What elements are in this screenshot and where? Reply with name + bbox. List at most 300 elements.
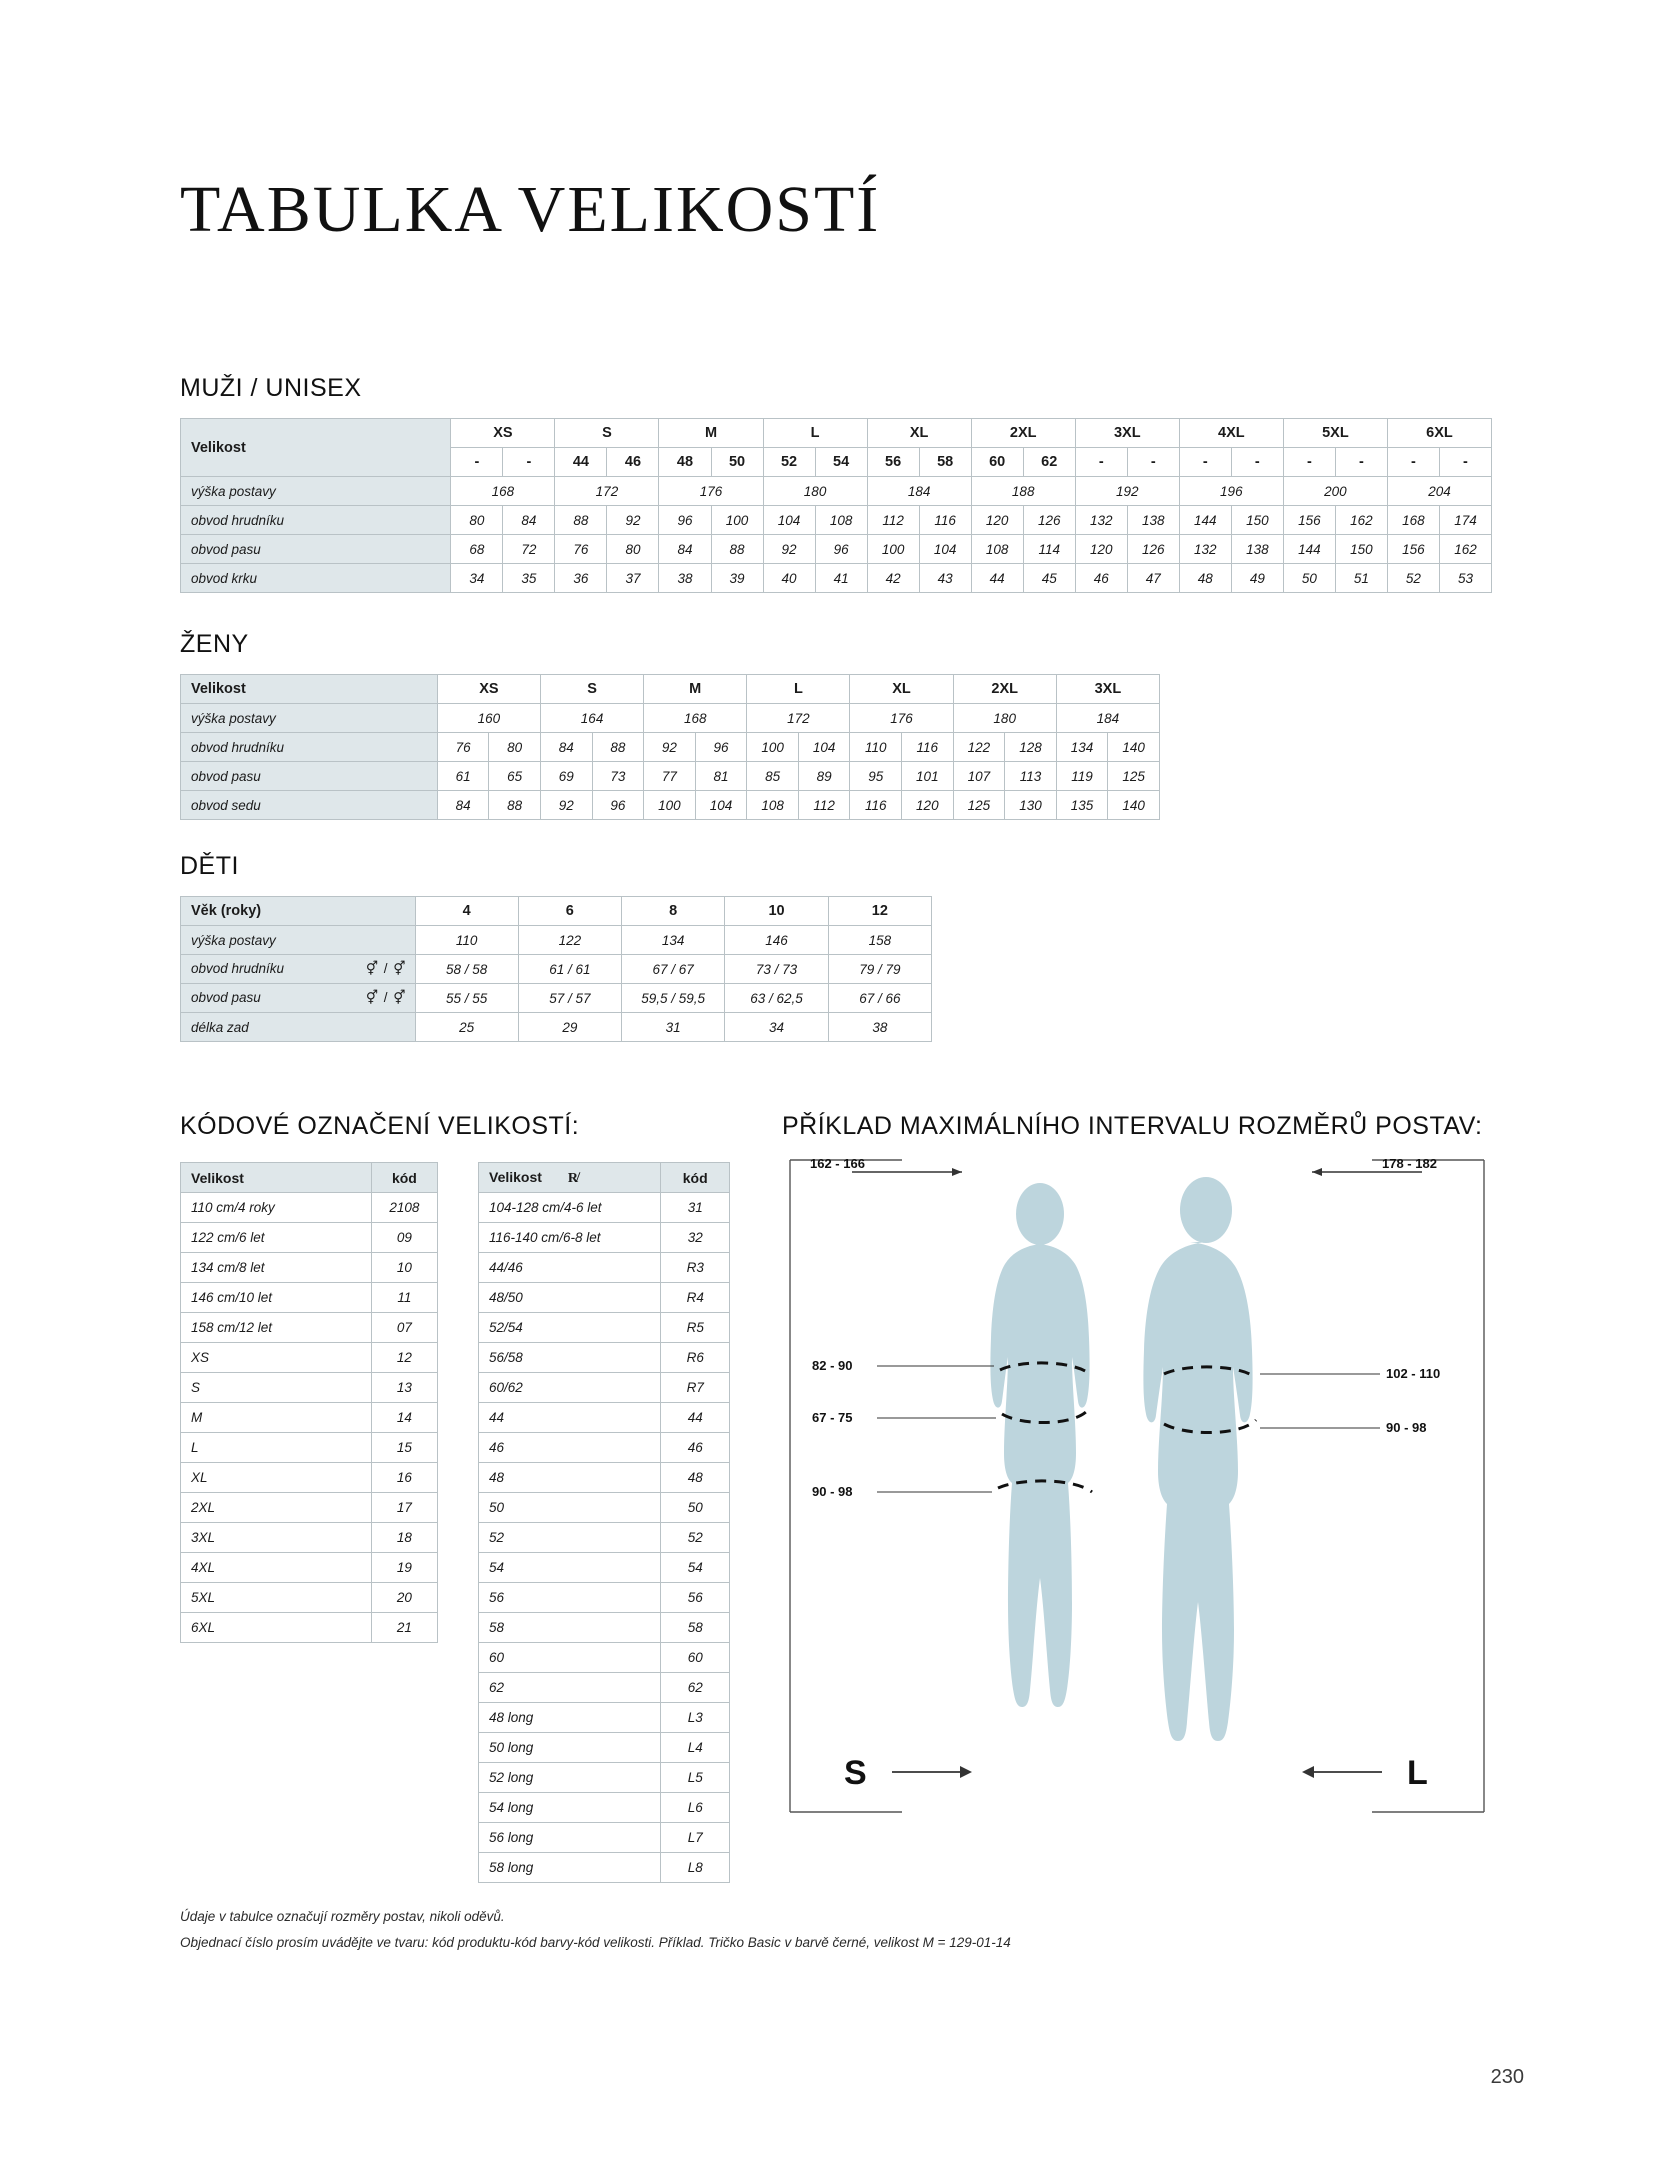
female-waist-label: 67 - 75 bbox=[812, 1410, 853, 1425]
men-value-cell: 37 bbox=[607, 564, 659, 593]
code-size-cell: 48 long bbox=[479, 1703, 661, 1733]
right-size-label: L bbox=[1407, 1754, 1428, 1792]
women-value-cell: 76 bbox=[437, 733, 489, 762]
women-value-cell: 92 bbox=[644, 733, 696, 762]
kids-value-cell: 110 bbox=[415, 926, 518, 955]
women-value-cell: 61 bbox=[437, 762, 489, 791]
kids-value-cell: 63 / 62,5 bbox=[725, 984, 828, 1013]
men-value-cell: 50 bbox=[1283, 564, 1335, 593]
men-numeric-cell: - bbox=[1387, 448, 1439, 477]
table-row bbox=[479, 1493, 730, 1523]
code-value-cell: 21 bbox=[371, 1613, 437, 1643]
table-row bbox=[181, 1403, 438, 1433]
men-size-group: XS bbox=[451, 419, 555, 448]
men-value-cell: 76 bbox=[555, 535, 607, 564]
men-value-cell: 92 bbox=[607, 506, 659, 535]
table-row bbox=[181, 704, 1160, 733]
men-numeric-cell: 56 bbox=[867, 448, 919, 477]
section-heading-men: MUŽI / UNISEX bbox=[180, 374, 362, 402]
men-value-cell: 44 bbox=[971, 564, 1023, 593]
table-row bbox=[181, 1193, 438, 1223]
code-value-cell: 32 bbox=[661, 1223, 730, 1253]
men-numeric-cell: - bbox=[1179, 448, 1231, 477]
kids-value-cell: 59,5 / 59,5 bbox=[621, 984, 724, 1013]
women-value-cell: 128 bbox=[1005, 733, 1057, 762]
men-numeric-cell: - bbox=[451, 448, 503, 477]
footnote-2: Objednací číslo prosím uvádějte ve tvaru: kód produktu-kód barvy-kód velikosti. Příklad. Tričko Basic v barvě černé, velikost M = 129-01-14 bbox=[180, 1934, 1011, 1950]
table-row bbox=[479, 1583, 730, 1613]
women-value-cell: 92 bbox=[540, 791, 592, 820]
men-value-cell: 200 bbox=[1283, 477, 1387, 506]
code-size-cell: 110 cm/4 roky bbox=[181, 1193, 372, 1223]
code-value-cell: L4 bbox=[661, 1733, 730, 1763]
code-size-cell: 116-140 cm/6-8 let bbox=[479, 1223, 661, 1253]
code-size-cell: S bbox=[181, 1373, 372, 1403]
men-value-cell: 138 bbox=[1127, 506, 1179, 535]
code-value-cell: 60 bbox=[661, 1643, 730, 1673]
page-number: 230 bbox=[1490, 2066, 1524, 2088]
code-size-cell: 52/54 bbox=[479, 1313, 661, 1343]
men-size-group: 6XL bbox=[1387, 419, 1491, 448]
table-row bbox=[181, 564, 1492, 593]
code-value-cell: L7 bbox=[661, 1823, 730, 1853]
table-row bbox=[181, 1223, 438, 1253]
kids-value-cell: 79 / 79 bbox=[828, 955, 931, 984]
men-value-cell: 34 bbox=[451, 564, 503, 593]
men-row-label: obvod krku bbox=[181, 564, 451, 593]
women-value-cell: 84 bbox=[437, 791, 489, 820]
men-value-cell: 46 bbox=[1075, 564, 1127, 593]
table-row bbox=[181, 1433, 438, 1463]
men-size-group: 3XL bbox=[1075, 419, 1179, 448]
brand-r-icon: R̸ bbox=[567, 1170, 579, 1186]
women-value-cell: 130 bbox=[1005, 791, 1057, 820]
table-row bbox=[479, 1523, 730, 1553]
men-value-cell: 196 bbox=[1179, 477, 1283, 506]
men-numeric-cell: 58 bbox=[919, 448, 971, 477]
table-kids-sizes bbox=[180, 896, 932, 1042]
table-row bbox=[181, 477, 1492, 506]
code-value-cell: 12 bbox=[371, 1343, 437, 1373]
men-value-cell: 108 bbox=[815, 506, 867, 535]
table-row bbox=[181, 506, 1492, 535]
men-numeric-cell: 44 bbox=[555, 448, 607, 477]
kids-value-cell: 122 bbox=[518, 926, 621, 955]
women-value-cell: 69 bbox=[540, 762, 592, 791]
men-value-cell: 84 bbox=[659, 535, 711, 564]
kids-value-cell: 158 bbox=[828, 926, 931, 955]
men-value-cell: 192 bbox=[1075, 477, 1179, 506]
table-row bbox=[479, 1823, 730, 1853]
code-size-cell: 4XL bbox=[181, 1553, 372, 1583]
men-value-cell: 53 bbox=[1439, 564, 1491, 593]
table-row bbox=[479, 1223, 730, 1253]
table-size-codes-1 bbox=[180, 1162, 438, 1643]
table-row bbox=[181, 535, 1492, 564]
men-value-cell: 172 bbox=[555, 477, 659, 506]
women-value-cell: 140 bbox=[1108, 733, 1160, 762]
women-value-cell: 112 bbox=[798, 791, 850, 820]
men-value-cell: 80 bbox=[451, 506, 503, 535]
women-value-cell: 100 bbox=[644, 791, 696, 820]
women-row-label: obvod pasu bbox=[181, 762, 438, 791]
code-size-cell: 56 bbox=[479, 1583, 661, 1613]
men-numeric-cell: 46 bbox=[607, 448, 659, 477]
kids-value-cell: 29 bbox=[518, 1013, 621, 1042]
code-value-cell: 56 bbox=[661, 1583, 730, 1613]
section-heading-codes: KÓDOVÉ OZNAČENÍ VELIKOSTÍ: bbox=[180, 1112, 580, 1140]
women-value-cell: 164 bbox=[540, 704, 643, 733]
women-row-label: obvod hrudníku bbox=[181, 733, 438, 762]
table-row bbox=[181, 1313, 438, 1343]
women-value-cell: 107 bbox=[953, 762, 1005, 791]
code-size-cell: M bbox=[181, 1403, 372, 1433]
men-value-cell: 126 bbox=[1023, 506, 1075, 535]
men-numeric-cell: - bbox=[1283, 448, 1335, 477]
table-row bbox=[479, 1283, 730, 1313]
footnotes bbox=[180, 1904, 1011, 1955]
women-value-cell: 184 bbox=[1056, 704, 1159, 733]
code-value-cell: 14 bbox=[371, 1403, 437, 1433]
kids-value-cell: 38 bbox=[828, 1013, 931, 1042]
men-value-cell: 45 bbox=[1023, 564, 1075, 593]
men-value-cell: 180 bbox=[763, 477, 867, 506]
code-size-cell: 60/62 bbox=[479, 1373, 661, 1403]
code-size-cell: 56 long bbox=[479, 1823, 661, 1853]
kids-value-cell: 34 bbox=[725, 1013, 828, 1042]
kids-value-cell: 134 bbox=[621, 926, 724, 955]
codes-header-code: kód bbox=[661, 1163, 730, 1193]
women-value-cell: 116 bbox=[850, 791, 902, 820]
women-row-label: výška postavy bbox=[181, 704, 438, 733]
code-size-cell: 52 long bbox=[479, 1763, 661, 1793]
code-value-cell: 16 bbox=[371, 1463, 437, 1493]
kids-value-cell: 146 bbox=[725, 926, 828, 955]
table-row bbox=[479, 1193, 730, 1223]
women-size-group: 2XL bbox=[953, 675, 1056, 704]
women-value-cell: 168 bbox=[644, 704, 747, 733]
women-value-cell: 140 bbox=[1108, 791, 1160, 820]
kids-value-cell: 25 bbox=[415, 1013, 518, 1042]
code-size-cell: 54 bbox=[479, 1553, 661, 1583]
women-size-group: XL bbox=[850, 675, 953, 704]
code-size-cell: 58 long bbox=[479, 1853, 661, 1883]
women-value-cell: 104 bbox=[798, 733, 850, 762]
men-value-cell: 150 bbox=[1335, 535, 1387, 564]
code-size-cell: 146 cm/10 let bbox=[181, 1283, 372, 1313]
page-title: TABULKA VELIKOSTÍ bbox=[180, 173, 881, 246]
code-value-cell: 44 bbox=[661, 1403, 730, 1433]
code-value-cell: 20 bbox=[371, 1583, 437, 1613]
men-value-cell: 41 bbox=[815, 564, 867, 593]
kids-label-header: Věk (roky) bbox=[181, 897, 416, 926]
table-header-row bbox=[479, 1163, 730, 1193]
table-row bbox=[479, 1553, 730, 1583]
code-size-cell: L bbox=[181, 1433, 372, 1463]
code-value-cell: L5 bbox=[661, 1763, 730, 1793]
men-value-cell: 174 bbox=[1439, 506, 1491, 535]
men-size-group: L bbox=[763, 419, 867, 448]
men-value-cell: 132 bbox=[1075, 506, 1127, 535]
table-women-sizes bbox=[180, 674, 1160, 820]
right-height-range: 178 - 182 bbox=[1382, 1156, 1437, 1171]
codes-header-size: Velikost R̸ bbox=[479, 1163, 661, 1193]
women-value-cell: 81 bbox=[695, 762, 747, 791]
table-row bbox=[181, 1583, 438, 1613]
gender-icons: ⚥ / ⚥ bbox=[365, 990, 407, 1005]
women-value-cell: 134 bbox=[1056, 733, 1108, 762]
kids-value-cell: 73 / 73 bbox=[725, 955, 828, 984]
men-value-cell: 144 bbox=[1283, 535, 1335, 564]
table-header-row bbox=[181, 675, 1160, 704]
table-row bbox=[181, 1373, 438, 1403]
kids-value-cell: 67 / 66 bbox=[828, 984, 931, 1013]
men-value-cell: 162 bbox=[1439, 535, 1491, 564]
men-numeric-cell: 52 bbox=[763, 448, 815, 477]
kids-age-header: 4 bbox=[415, 897, 518, 926]
table-row bbox=[181, 733, 1160, 762]
women-value-cell: 84 bbox=[540, 733, 592, 762]
code-size-cell: 104-128 cm/4-6 let bbox=[479, 1193, 661, 1223]
code-value-cell: L6 bbox=[661, 1793, 730, 1823]
women-value-cell: 89 bbox=[798, 762, 850, 791]
code-value-cell: 07 bbox=[371, 1313, 437, 1343]
table-row bbox=[181, 1283, 438, 1313]
women-value-cell: 96 bbox=[592, 791, 644, 820]
code-size-cell: XS bbox=[181, 1343, 372, 1373]
table-header-row bbox=[181, 1163, 438, 1193]
male-silhouette bbox=[1143, 1177, 1252, 1741]
code-size-cell: XL bbox=[181, 1463, 372, 1493]
kids-value-cell: 67 / 67 bbox=[621, 955, 724, 984]
men-numeric-cell: - bbox=[503, 448, 555, 477]
table-header-row bbox=[181, 897, 932, 926]
men-value-cell: 96 bbox=[815, 535, 867, 564]
table-row bbox=[479, 1793, 730, 1823]
code-value-cell: 10 bbox=[371, 1253, 437, 1283]
men-value-cell: 184 bbox=[867, 477, 971, 506]
men-value-cell: 52 bbox=[1387, 564, 1439, 593]
table-row bbox=[181, 1553, 438, 1583]
women-size-group: L bbox=[747, 675, 850, 704]
women-value-cell: 108 bbox=[747, 791, 799, 820]
women-value-cell: 120 bbox=[902, 791, 954, 820]
men-value-cell: 38 bbox=[659, 564, 711, 593]
table-row bbox=[181, 955, 932, 984]
men-value-cell: 156 bbox=[1283, 506, 1335, 535]
men-value-cell: 84 bbox=[503, 506, 555, 535]
men-value-cell: 51 bbox=[1335, 564, 1387, 593]
section-heading-women: ŽENY bbox=[180, 630, 249, 658]
left-size-label: S bbox=[844, 1754, 867, 1792]
women-value-cell: 104 bbox=[695, 791, 747, 820]
table-row bbox=[479, 1763, 730, 1793]
left-height-range: 162 - 166 bbox=[810, 1156, 865, 1171]
women-value-cell: 88 bbox=[592, 733, 644, 762]
code-value-cell: R6 bbox=[661, 1343, 730, 1373]
men-value-cell: 100 bbox=[711, 506, 763, 535]
women-value-cell: 113 bbox=[1005, 762, 1057, 791]
table-row bbox=[181, 1013, 932, 1042]
men-value-cell: 39 bbox=[711, 564, 763, 593]
table-row bbox=[479, 1433, 730, 1463]
men-value-cell: 100 bbox=[867, 535, 919, 564]
men-value-cell: 92 bbox=[763, 535, 815, 564]
men-row-label: obvod pasu bbox=[181, 535, 451, 564]
women-value-cell: 125 bbox=[1108, 762, 1160, 791]
men-value-cell: 80 bbox=[607, 535, 659, 564]
men-value-cell: 204 bbox=[1387, 477, 1491, 506]
women-value-cell: 88 bbox=[489, 791, 541, 820]
women-size-group: S bbox=[540, 675, 643, 704]
men-value-cell: 42 bbox=[867, 564, 919, 593]
female-hip-label: 90 - 98 bbox=[812, 1484, 853, 1499]
code-size-cell: 48 bbox=[479, 1463, 661, 1493]
men-value-cell: 116 bbox=[919, 506, 971, 535]
table-row bbox=[479, 1673, 730, 1703]
women-value-cell: 77 bbox=[644, 762, 696, 791]
male-chest-label: 102 - 110 bbox=[1386, 1366, 1441, 1381]
men-row-label: obvod hrudníku bbox=[181, 506, 451, 535]
code-size-cell: 5XL bbox=[181, 1583, 372, 1613]
table-size-codes-2 bbox=[478, 1162, 730, 1883]
table-row bbox=[181, 984, 932, 1013]
body-measure-diagram bbox=[782, 1152, 1492, 1832]
figure-panel bbox=[782, 1152, 1492, 1832]
men-value-cell: 144 bbox=[1179, 506, 1231, 535]
men-value-cell: 88 bbox=[711, 535, 763, 564]
code-size-cell: 54 long bbox=[479, 1793, 661, 1823]
code-value-cell: 50 bbox=[661, 1493, 730, 1523]
kids-row-label: obvod pasu ⚥ / ⚥ bbox=[181, 984, 416, 1013]
men-value-cell: 168 bbox=[1387, 506, 1439, 535]
kids-age-header: 12 bbox=[828, 897, 931, 926]
men-value-cell: 132 bbox=[1179, 535, 1231, 564]
men-size-group: 4XL bbox=[1179, 419, 1283, 448]
code-size-cell: 60 bbox=[479, 1643, 661, 1673]
code-size-cell: 62 bbox=[479, 1673, 661, 1703]
code-size-cell: 46 bbox=[479, 1433, 661, 1463]
code-value-cell: R3 bbox=[661, 1253, 730, 1283]
women-value-cell: 172 bbox=[747, 704, 850, 733]
code-size-cell: 2XL bbox=[181, 1493, 372, 1523]
women-value-cell: 65 bbox=[489, 762, 541, 791]
male-waist-label: 90 - 98 bbox=[1386, 1420, 1427, 1435]
women-size-group: M bbox=[644, 675, 747, 704]
men-numeric-cell: 48 bbox=[659, 448, 711, 477]
table-row bbox=[181, 762, 1160, 791]
women-value-cell: 176 bbox=[850, 704, 953, 733]
code-size-cell: 3XL bbox=[181, 1523, 372, 1553]
women-row-label: obvod sedu bbox=[181, 791, 438, 820]
code-value-cell: R5 bbox=[661, 1313, 730, 1343]
code-size-cell: 58 bbox=[479, 1613, 661, 1643]
code-value-cell: 31 bbox=[661, 1193, 730, 1223]
men-size-group: 2XL bbox=[971, 419, 1075, 448]
men-value-cell: 156 bbox=[1387, 535, 1439, 564]
code-value-cell: 2108 bbox=[371, 1193, 437, 1223]
men-value-cell: 126 bbox=[1127, 535, 1179, 564]
table-row bbox=[479, 1613, 730, 1643]
code-value-cell: 09 bbox=[371, 1223, 437, 1253]
men-value-cell: 47 bbox=[1127, 564, 1179, 593]
men-value-cell: 108 bbox=[971, 535, 1023, 564]
women-value-cell: 110 bbox=[850, 733, 902, 762]
code-value-cell: 52 bbox=[661, 1523, 730, 1553]
men-value-cell: 35 bbox=[503, 564, 555, 593]
female-silhouette bbox=[990, 1183, 1089, 1707]
men-numeric-cell: - bbox=[1231, 448, 1283, 477]
women-value-cell: 96 bbox=[695, 733, 747, 762]
women-value-cell: 85 bbox=[747, 762, 799, 791]
women-value-cell: 80 bbox=[489, 733, 541, 762]
code-value-cell: R7 bbox=[661, 1373, 730, 1403]
table-row bbox=[181, 1493, 438, 1523]
men-value-cell: 188 bbox=[971, 477, 1075, 506]
table-row bbox=[181, 1523, 438, 1553]
men-value-cell: 176 bbox=[659, 477, 763, 506]
men-numeric-cell: - bbox=[1335, 448, 1387, 477]
men-value-cell: 114 bbox=[1023, 535, 1075, 564]
code-size-cell: 44/46 bbox=[479, 1253, 661, 1283]
kids-row-label: obvod hrudníku ⚥ / ⚥ bbox=[181, 955, 416, 984]
men-numeric-cell: 54 bbox=[815, 448, 867, 477]
table-row bbox=[479, 1643, 730, 1673]
men-value-cell: 150 bbox=[1231, 506, 1283, 535]
kids-value-cell: 61 / 61 bbox=[518, 955, 621, 984]
men-label-header: Velikost bbox=[181, 419, 451, 477]
men-value-cell: 88 bbox=[555, 506, 607, 535]
table-row bbox=[479, 1253, 730, 1283]
women-value-cell: 122 bbox=[953, 733, 1005, 762]
men-value-cell: 48 bbox=[1179, 564, 1231, 593]
women-value-cell: 180 bbox=[953, 704, 1056, 733]
code-size-cell: 56/58 bbox=[479, 1343, 661, 1373]
men-size-group: XL bbox=[867, 419, 971, 448]
table-header-row bbox=[181, 419, 1492, 448]
kids-age-header: 10 bbox=[725, 897, 828, 926]
table-row bbox=[479, 1313, 730, 1343]
codes-header-code: kód bbox=[371, 1163, 437, 1193]
table-row bbox=[181, 791, 1160, 820]
table-row bbox=[181, 1253, 438, 1283]
women-value-cell: 73 bbox=[592, 762, 644, 791]
code-value-cell: 15 bbox=[371, 1433, 437, 1463]
men-value-cell: 112 bbox=[867, 506, 919, 535]
men-size-group: M bbox=[659, 419, 763, 448]
women-size-group: XS bbox=[437, 675, 540, 704]
men-value-cell: 72 bbox=[503, 535, 555, 564]
code-value-cell: 62 bbox=[661, 1673, 730, 1703]
men-value-cell: 104 bbox=[919, 535, 971, 564]
code-size-cell: 122 cm/6 let bbox=[181, 1223, 372, 1253]
table-row bbox=[181, 1343, 438, 1373]
kids-row-label: výška postavy bbox=[181, 926, 416, 955]
men-value-cell: 49 bbox=[1231, 564, 1283, 593]
men-value-cell: 162 bbox=[1335, 506, 1387, 535]
code-value-cell: 58 bbox=[661, 1613, 730, 1643]
table-men-sizes bbox=[180, 418, 1492, 593]
men-value-cell: 40 bbox=[763, 564, 815, 593]
men-value-cell: 43 bbox=[919, 564, 971, 593]
men-value-cell: 104 bbox=[763, 506, 815, 535]
table-row bbox=[479, 1343, 730, 1373]
kids-value-cell: 58 / 58 bbox=[415, 955, 518, 984]
female-chest-label: 82 - 90 bbox=[812, 1358, 853, 1373]
table-row bbox=[181, 1613, 438, 1643]
women-value-cell: 100 bbox=[747, 733, 799, 762]
men-value-cell: 120 bbox=[1075, 535, 1127, 564]
